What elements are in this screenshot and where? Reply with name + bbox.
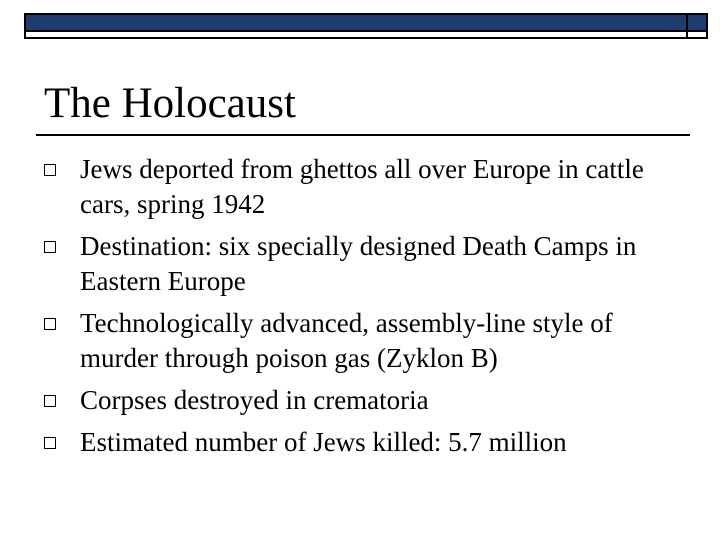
bullet-text: Technologically advanced, assembly-line style of murder through poison gas (Zyklon B) — [80, 308, 613, 373]
bullet-item — [44, 306, 694, 376]
banner-underline — [26, 30, 706, 32]
banner-bar — [26, 15, 686, 30]
bullet-text: Destination: six specially designed Death Camps in Eastern Europe — [80, 231, 637, 296]
bullet-item — [44, 152, 694, 222]
bullet-item — [44, 229, 694, 299]
hollow-square-icon — [44, 318, 56, 330]
header-banner — [24, 13, 708, 39]
hollow-square-icon — [44, 395, 56, 407]
bullet-list — [44, 152, 694, 467]
hollow-square-icon — [44, 241, 56, 253]
bullet-item — [44, 383, 694, 418]
bullet-text: Jews deported from ghettos all over Europe in cattle cars, spring 1942 — [80, 154, 644, 219]
banner-block — [688, 15, 706, 30]
title-rule — [36, 134, 690, 136]
slide-title: The Holocaust — [44, 80, 296, 127]
bullet-text: Estimated number of Jews killed: 5.7 million — [80, 427, 567, 457]
hollow-square-icon — [44, 164, 56, 176]
banner-divider — [686, 15, 688, 37]
hollow-square-icon — [44, 437, 56, 449]
bullet-text: Corpses destroyed in crematoria — [80, 385, 429, 415]
bullet-item — [44, 425, 694, 460]
